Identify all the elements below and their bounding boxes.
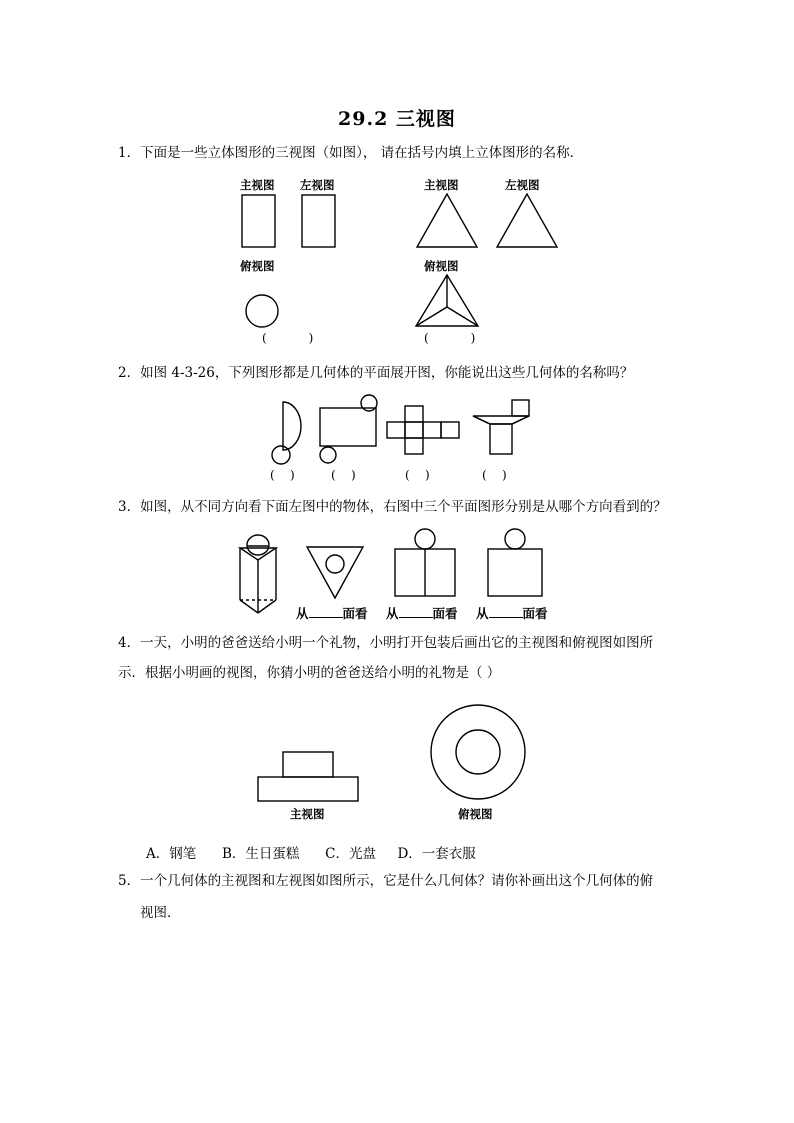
q2-answer-blank-3[interactable]: ( ) <box>405 468 430 482</box>
q3-blank-label-2: 从 面看 <box>386 606 458 621</box>
q4-front-base <box>258 777 358 801</box>
q1-answer-blank-a[interactable]: ( ) <box>262 331 314 345</box>
q1-top-view-label-a: 俯视图 <box>240 259 275 273</box>
q4-top-view-label: 俯视图 <box>458 807 493 821</box>
q3-blank-label-3: 从 面看 <box>476 606 548 621</box>
q3-blank-label-1: 从 面看 <box>296 606 368 621</box>
q1-front-view-label-b: 主视图 <box>424 178 459 192</box>
q1-left-view-label-b: 左视图 <box>505 178 540 192</box>
question-5-line-1: 5．一个几何体的主视图和左视图如图所示，它是什么几何体？请你补画出这个几何体的俯 <box>118 873 654 889</box>
q4-top-outer-circle <box>431 705 525 799</box>
q2-answer-blank-2[interactable]: ( ) <box>331 468 356 482</box>
q2-answer-blank-4[interactable]: ( ) <box>482 468 507 482</box>
q1-left-view-label-a: 左视图 <box>300 178 335 192</box>
question-4-line-1: 4．一天，小明的爸爸送给小明一个礼物，小明打开包装后画出它的主视图和俯视图如图所 <box>118 635 654 651</box>
q1-front-view-label-a: 主视图 <box>240 178 275 192</box>
q2-answer-blank-1[interactable]: ( ) <box>270 468 295 482</box>
page-title: 29.2 三视图 <box>338 108 456 130</box>
q4-front-top-block <box>283 752 333 777</box>
question-2-text: 2．如图 4-3-26，下列图形都是几何体的平面展开图，你能说出这些几何体的名称吗？ <box>118 365 634 381</box>
q4-top-inner-circle <box>456 730 500 774</box>
q4-options[interactable]: A．钢笔 B．生日蛋糕 C．光盘 D．一套衣服 <box>146 846 476 862</box>
question-1-text: 1．下面是一些立体图形的三视图（如图）， 请在括号内填上立体图形的名称． <box>118 145 584 161</box>
question-4-line-2: 示．根据小明画的视图，你猜小明的爸爸送给小明的礼物是（ ） <box>118 665 501 681</box>
q1-answer-blank-b[interactable]: ( ) <box>424 331 476 345</box>
q1-top-view-label-b: 俯视图 <box>424 259 459 273</box>
q4-front-view-label: 主视图 <box>290 807 325 821</box>
question-5-line-2: 视图． <box>140 905 181 921</box>
question-3-text: 3．如图，从不同方向看下面左图中的物体，右图中三个平面图形分别是从哪个方向看到的？ <box>118 499 667 515</box>
